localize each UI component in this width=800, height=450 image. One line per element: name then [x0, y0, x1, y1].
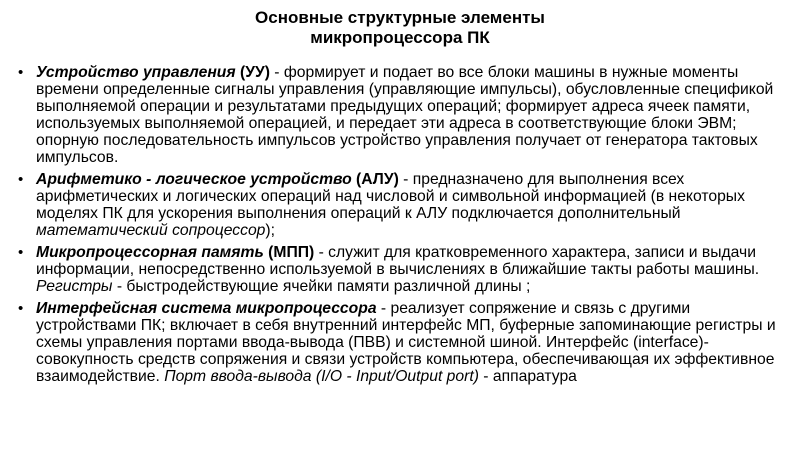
description: - предназначено для выполнения всех арифметических и логических операций над числовой и символьной информацией (в некоторых моделях ПК для ускорения выполнения операций к АЛУ подключается дополнительный [36, 171, 745, 222]
bullet-icon: • [18, 64, 24, 81]
description-tail: - быстродействующие ячейки памяти различной длины ; [112, 278, 531, 295]
term: Интерфейсная система микропроцессора [36, 300, 377, 317]
description: - реализует сопряжение и связь с другими устройствами ПК; включает в себя внутренний интерфейс МП, буферные запоминающие регистры и схемы управления портами ввода-вывода (ПВВ) и системной шиной. Интерфейс (interface)- совокупность средств сопряжения и связи устройств компьютера, обеспечивающая их эффективное взаимодействие. [36, 300, 776, 385]
description: - служит для кратковременного характера, записи и выдачи информации, непосредственно используемой в вычислениях в ближайшие такты работы машины. [36, 244, 760, 278]
slide-title [0, 8, 800, 48]
term: Микропроцессорная память [36, 244, 264, 261]
description-tail: - аппаратура [478, 368, 577, 385]
slide-title-line-2: микропроцессора ПК [310, 28, 490, 47]
term: Устройство управления [36, 64, 236, 81]
bullet-item-interface-system [18, 300, 788, 385]
term-abbreviation: (АЛУ) [351, 171, 399, 188]
bullet-icon: • [18, 300, 24, 317]
emphasized-term: математический сопроцессор [36, 222, 266, 239]
description: - формирует и подает во все блоки машины в нужные моменты времени определенные сигналы управления (управляющие импульсы), обусловленные спецификой выполняемой операции и результатами предыдущих операций; формирует адреса ячеек памяти, используемых выполняемой операцией, и передает эти адреса в соответствующие блоки ЭВМ; опорную последовательность импульсов устройство управления получает от генератора тактовых импульсов. [36, 64, 774, 166]
bullet-icon: • [18, 171, 24, 188]
bullet-item-control-unit [18, 64, 788, 166]
term-abbreviation: (МПП) [263, 244, 315, 261]
emphasized-term: Регистры [36, 278, 113, 295]
bullet-item-microprocessor-memory [18, 244, 788, 295]
slide-title-line-1: Основные структурные элементы [255, 8, 545, 27]
term-abbreviation: (УУ) [235, 64, 270, 81]
bullet-item-alu [18, 171, 788, 239]
bullet-list [18, 64, 788, 390]
bullet-icon: • [18, 244, 24, 261]
term: Арифметико - логическое устройство [36, 171, 352, 188]
description-tail: ); [265, 222, 275, 239]
emphasized-term: Порт ввода-вывода (I/O - Input/Output port) [164, 368, 479, 385]
